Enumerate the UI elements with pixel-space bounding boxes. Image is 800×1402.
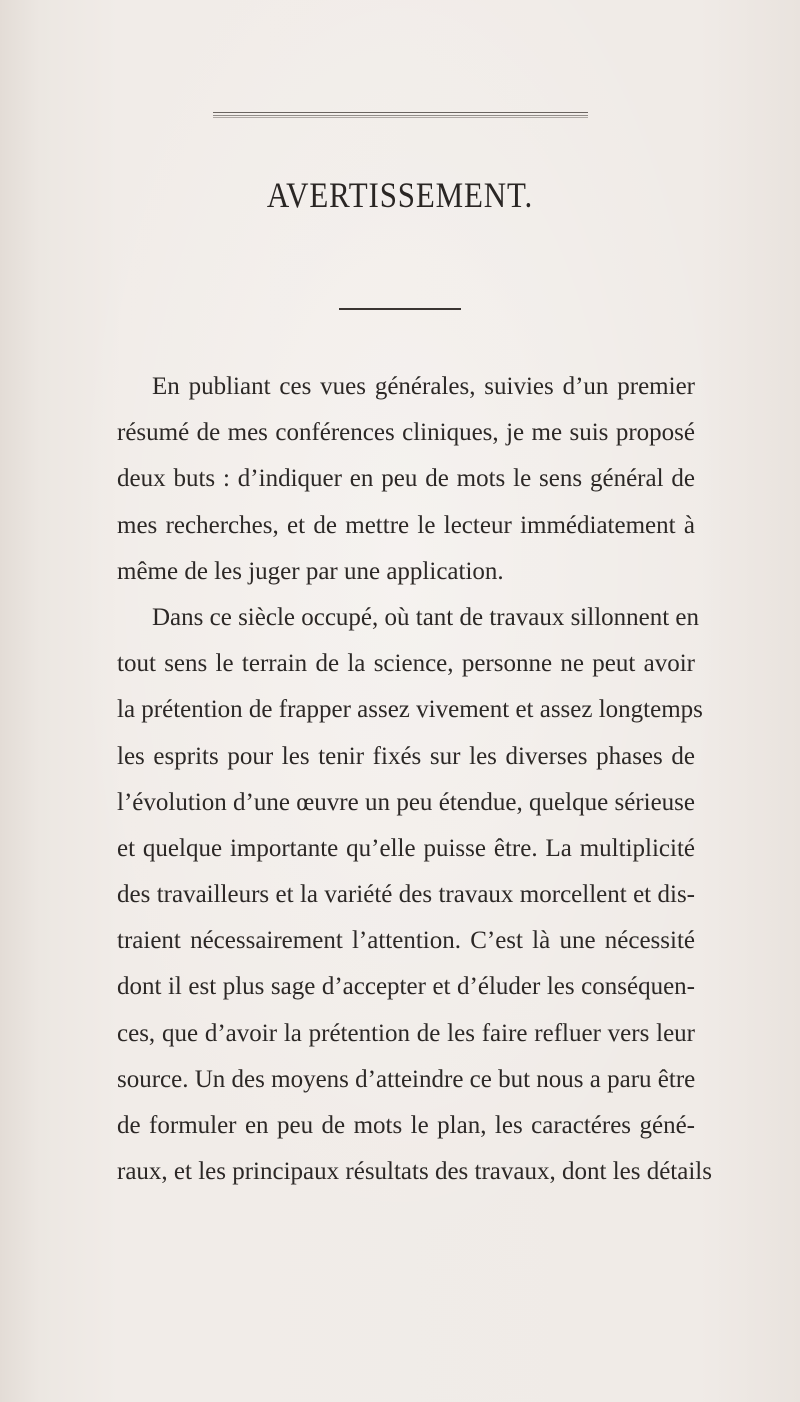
text-line: deux buts : d’indiquer en peu de mots le sens général de bbox=[117, 465, 695, 493]
text-line: Dans ce siècle occupé, où tant de travaux sillonnent en bbox=[152, 603, 700, 631]
text-line: source. Un des moyens d’atteindre ce but nous a paru être bbox=[117, 1065, 696, 1093]
text-line: tout sens le terrain de la science, personne ne peut avoir bbox=[117, 650, 695, 678]
text-line: et quelque importante qu’elle puisse être. La multiplicité bbox=[117, 834, 695, 862]
text-line: En publiant ces vues générales, suivies d’un premier bbox=[152, 373, 695, 400]
top-decorative-rule bbox=[213, 112, 588, 118]
text-line: des travailleurs et la variété des travaux morcellent et dis- bbox=[117, 881, 695, 909]
text-line: mes recherches, et de mettre le lecteur immédiatement à bbox=[117, 511, 695, 539]
text-line: traient nécessairement l’attention. C’est là une nécessité bbox=[117, 927, 695, 955]
text-line: dont il est plus sage d’accepter et d’éluder les conséquen- bbox=[117, 973, 695, 1001]
text-line: ces, que d’avoir la prétention de les faire refluer vers leur bbox=[117, 1019, 695, 1047]
text-line: même de les juger par une application. bbox=[117, 557, 504, 585]
text-line: l’évolution d’une œuvre un peu étendue, quelque sérieuse bbox=[117, 788, 695, 816]
body-text bbox=[117, 364, 712, 1195]
text-line: résumé de mes conférences cliniques, je me suis proposé bbox=[117, 419, 695, 447]
text-line: de formuler en peu de mots le plan, les caractéres géné- bbox=[117, 1112, 695, 1139]
text-line: raux, et les principaux résultats des travaux, dont les détails bbox=[117, 1158, 712, 1186]
text-line: la prétention de frapper assez vivement et assez longtemps bbox=[117, 696, 703, 724]
page-heading: AVERTISSEMENT. bbox=[266, 175, 534, 215]
heading-divider bbox=[339, 308, 461, 310]
text-line: les esprits pour les tenir fixés sur les diverses phases de bbox=[117, 742, 695, 770]
